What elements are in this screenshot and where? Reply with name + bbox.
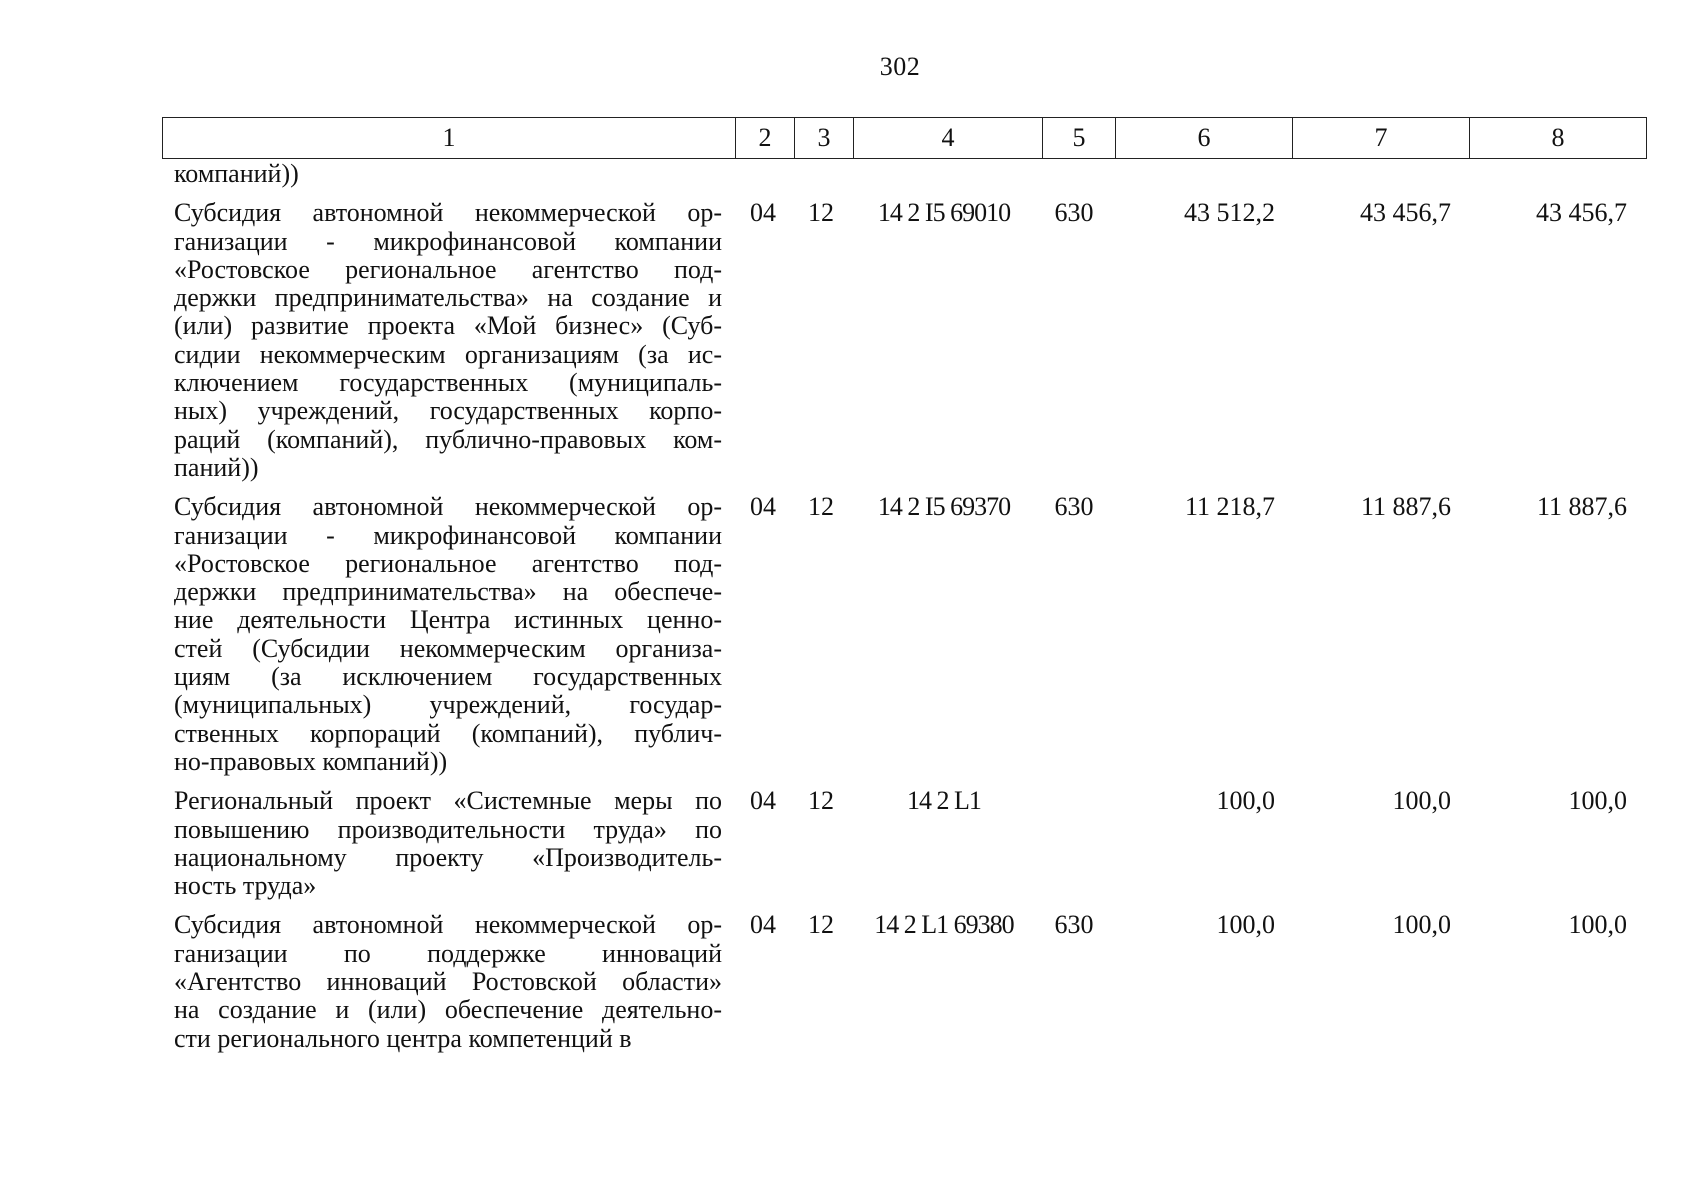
description-line: раций (компаний), публично-правовых ком- bbox=[174, 424, 722, 454]
amount-col-8: 100,0 bbox=[1568, 910, 1627, 940]
table-row bbox=[162, 900, 1638, 1052]
table-row bbox=[162, 482, 1638, 776]
amount-col-7: 100,0 bbox=[1392, 786, 1451, 816]
description-line: циям (за исключением государственных bbox=[174, 662, 722, 692]
subsection-code: 12 bbox=[808, 786, 834, 816]
header-row bbox=[163, 118, 1647, 159]
description-line: ключением государственных (муниципаль- bbox=[174, 368, 722, 398]
description-line: держки предпринимательства» на создание и bbox=[174, 283, 722, 313]
row-description bbox=[162, 900, 734, 1052]
description-line: национальному проекту «Производитель- bbox=[174, 842, 722, 872]
target-article-code: 14 2 L1 69380 bbox=[874, 910, 1014, 940]
description-line: «Ростовское региональное агентство под- bbox=[174, 254, 722, 284]
description-line: на создание и (или) обеспечение деятельно- bbox=[174, 995, 722, 1025]
description-line: повышению производительности труда» по bbox=[174, 814, 722, 844]
description-line: сти регионального центра компетенций в bbox=[174, 1023, 632, 1053]
header-col-2: 2 bbox=[736, 118, 795, 159]
amount-col-7: 100,0 bbox=[1392, 910, 1451, 940]
description-line: но-правовых компаний)) bbox=[174, 746, 448, 776]
amount-col-6: 100,0 bbox=[1216, 786, 1275, 816]
description-line: ственных корпораций (компаний), публич- bbox=[174, 718, 722, 748]
table-row bbox=[162, 776, 1638, 900]
description-line: ние деятельности Центра истинных ценно- bbox=[174, 605, 722, 635]
column-number-header bbox=[162, 117, 1647, 159]
header-col-3: 3 bbox=[795, 118, 854, 159]
amount-col-6: 100,0 bbox=[1216, 910, 1275, 940]
header-col-6: 6 bbox=[1116, 118, 1293, 159]
header-col-5: 5 bbox=[1043, 118, 1116, 159]
description-line: Субсидия автономной некоммерческой ор- bbox=[174, 910, 722, 940]
description-line: Субсидия автономной некоммерческой ор- bbox=[174, 198, 722, 228]
expense-type-code: 630 bbox=[1054, 198, 1094, 228]
row-description bbox=[162, 482, 734, 776]
table-row bbox=[162, 188, 1638, 482]
budget-table bbox=[162, 160, 1638, 1053]
description-line: стей (Субсидии некоммерческим организа- bbox=[174, 633, 722, 663]
description-line: ганизации - микрофинансовой компании bbox=[174, 226, 722, 256]
description-line: (муниципальных) учреждений, государ- bbox=[174, 690, 722, 720]
target-article-code: 14 2 I5 69010 bbox=[877, 198, 1011, 228]
amount-col-8: 11 887,6 bbox=[1536, 492, 1627, 522]
section-code: 04 bbox=[750, 910, 776, 940]
section-code: 04 bbox=[750, 786, 776, 816]
description-line: паний)) bbox=[174, 452, 259, 482]
amount-col-8: 43 456,7 bbox=[1536, 198, 1627, 228]
continuation-text: компаний)) bbox=[174, 159, 299, 188]
amount-col-7: 43 456,7 bbox=[1360, 198, 1451, 228]
subsection-code: 12 bbox=[808, 198, 834, 228]
target-article-code: 14 2 L1 bbox=[907, 786, 981, 816]
expense-type-code: 630 bbox=[1054, 492, 1094, 522]
header-col-7: 7 bbox=[1293, 118, 1470, 159]
description-line: ганизации по поддержке инноваций bbox=[174, 938, 722, 968]
expense-type-code bbox=[1038, 776, 1110, 900]
description-line: ганизации - микрофинансовой компании bbox=[174, 520, 722, 550]
amount-col-7: 11 887,6 bbox=[1360, 492, 1451, 522]
description-line: сидии некоммерческим организациям (за ис- bbox=[174, 339, 722, 369]
description-line: Субсидия автономной некоммерческой ор- bbox=[174, 492, 722, 522]
amount-col-6: 43 512,2 bbox=[1184, 198, 1275, 228]
description-line: Региональный проект «Системные меры по bbox=[174, 786, 722, 816]
header-col-4: 4 bbox=[854, 118, 1043, 159]
page-number: 302 bbox=[879, 52, 921, 81]
row-description bbox=[162, 776, 734, 900]
row-description bbox=[162, 188, 734, 482]
continuation-row bbox=[162, 160, 1638, 188]
description-line: «Агентство инноваций Ростовской области» bbox=[174, 967, 722, 997]
section-code: 04 bbox=[750, 198, 776, 228]
subsection-code: 12 bbox=[808, 492, 834, 522]
header-col-8: 8 bbox=[1470, 118, 1647, 159]
description-line: ных) учреждений, государственных корпо- bbox=[174, 396, 722, 426]
table-rows bbox=[162, 188, 1638, 1053]
description-line: держки предпринимательства» на обеспече- bbox=[174, 577, 722, 607]
expense-type-code: 630 bbox=[1054, 910, 1094, 940]
description-line: ность труда» bbox=[174, 871, 317, 901]
target-article-code: 14 2 I5 69370 bbox=[877, 492, 1011, 522]
amount-col-6: 11 218,7 bbox=[1184, 492, 1275, 522]
section-code: 04 bbox=[750, 492, 776, 522]
amount-col-8: 100,0 bbox=[1568, 786, 1627, 816]
subsection-code: 12 bbox=[808, 910, 834, 940]
description-line: «Ростовское региональное агентство под- bbox=[174, 548, 722, 578]
description-line: (или) развитие проекта «Мой бизнес» (Суб- bbox=[174, 311, 722, 341]
header-col-1: 1 bbox=[163, 118, 736, 159]
